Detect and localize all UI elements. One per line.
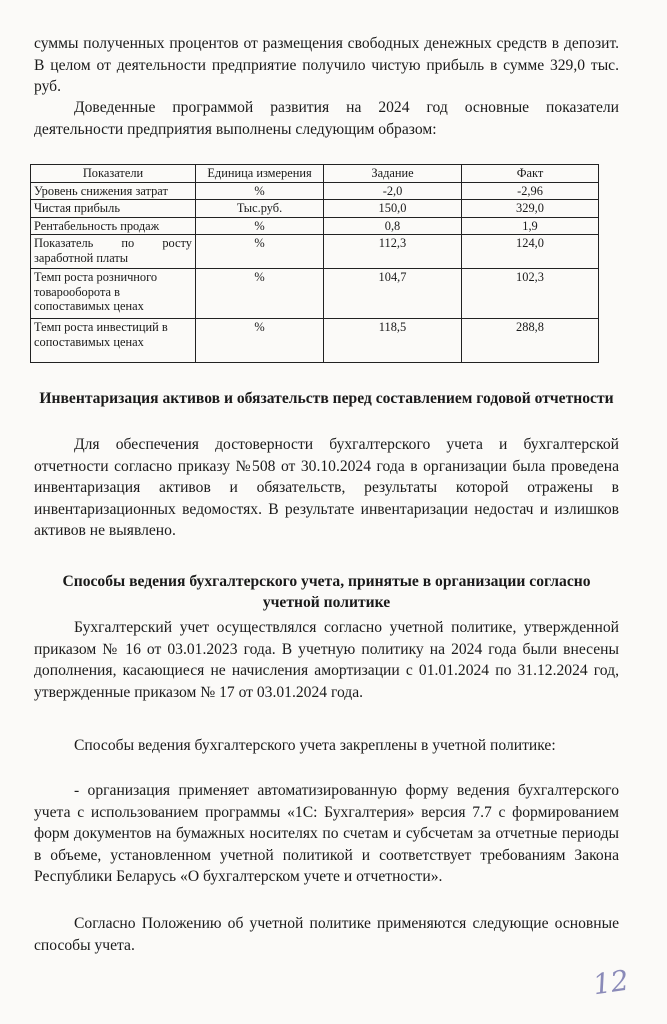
row-fact: -2,96 bbox=[462, 182, 599, 200]
row-name: Темп роста инвестиций в сопоставимых ценах bbox=[31, 319, 196, 363]
inventory-paragraph: Для обеспечения достоверности бухгалтерского учета и бухгалтерской отчетности согласно приказу №508 от 30.10.2024 года в организации была проведена инвентаризация активов и обязательств, результаты которой отражены в инвентаризационных ведомостях. В результате инвентаризации недостач и излишков активов не выявлено. bbox=[34, 436, 619, 539]
table-row bbox=[31, 182, 599, 200]
policy-paragraph-3: - организация применяет автоматизированную форму ведения бухгалтерского учета с использованием программы «1С: Бухгалтерия» версия 7.7 с формированием форм документов на бумажных носителях по счетам и субсчетам за отчетные периоды в объеме, установленном учетной политикой и соответствует требованиям Закона Республики Беларусь «О бухгалтерском учете и отчетности». bbox=[34, 782, 619, 885]
header-fact: Факт bbox=[462, 165, 599, 183]
header-unit: Единица измерения bbox=[196, 165, 324, 183]
table-row bbox=[31, 269, 599, 319]
row-unit: % bbox=[196, 269, 324, 319]
table-row bbox=[31, 217, 599, 235]
table-row bbox=[31, 235, 599, 269]
row-name bbox=[31, 235, 196, 269]
row-plan: 104,7 bbox=[324, 269, 462, 319]
row-fact: 288,8 bbox=[462, 319, 599, 363]
table-row bbox=[31, 200, 599, 218]
row-name: Уровень снижения затрат bbox=[31, 182, 196, 200]
row-fact: 1,9 bbox=[462, 217, 599, 235]
policy-paragraph-1: Бухгалтерский учет осуществлялся согласно учетной политике, утвержденной приказом № 16 от 03.01.2023 года. В учетную политику на 2024 года были внесены дополнения, касающиеся не начисления амортизации с 01.01.2024 по 31.12.2024 год, утвержденные приказом № 17 от 03.01.2024 года. bbox=[34, 619, 619, 701]
row-plan: 112,3 bbox=[324, 235, 462, 269]
header-plan: Задание bbox=[324, 165, 462, 183]
indicators-table bbox=[30, 164, 599, 363]
row-unit: % bbox=[196, 217, 324, 235]
row-unit: % bbox=[196, 319, 324, 363]
row-plan: 0,8 bbox=[324, 217, 462, 235]
row-unit: Тыс.руб. bbox=[196, 200, 324, 218]
row-plan: -2,0 bbox=[324, 182, 462, 200]
intro-paragraph-1: суммы полученных процентов от размещения свободных денежных средств в депозит. В целом от деятельности предприятие получило чистую прибыль в сумме 329,0 тыс. руб. bbox=[34, 35, 619, 95]
row-name: Чистая прибыль bbox=[31, 200, 196, 218]
handwritten-page-mark: 12 bbox=[590, 963, 631, 1002]
table-header-row bbox=[31, 165, 599, 183]
row-plan: 118,5 bbox=[324, 319, 462, 363]
header-indicator: Показатели bbox=[31, 165, 196, 183]
policy-paragraph-4: Согласно Положению об учетной политике применяются следующие основные способы учета. bbox=[34, 915, 619, 954]
row-name: Рентабельность продаж bbox=[31, 217, 196, 235]
policy-paragraph-2: Способы ведения бухгалтерского учета закреплены в учетной политике: bbox=[74, 737, 556, 754]
row-name: Темп роста розничного товарооборота в сопоставимых ценах bbox=[31, 269, 196, 319]
table-row bbox=[31, 319, 599, 363]
row-plan: 150,0 bbox=[324, 200, 462, 218]
intro-paragraph-2: Доведенные программой развития на 2024 год основные показатели деятельности предприятия выполнены следующим образом: bbox=[34, 99, 619, 138]
row-fact: 329,0 bbox=[462, 200, 599, 218]
row-unit: % bbox=[196, 182, 324, 200]
section-title-inventory: Инвентаризация активов и обязательств перед составлением годовой отчетности bbox=[39, 390, 614, 407]
row-name-line-1: Показатель по росту bbox=[34, 236, 192, 250]
section-title-accounting-methods: Способы ведения бухгалтерского учета, принятые в организации согласно учетной политике bbox=[62, 573, 591, 611]
row-unit: % bbox=[196, 235, 324, 269]
row-name-line-2: заработной платы bbox=[34, 250, 129, 265]
row-fact: 124,0 bbox=[462, 235, 599, 269]
row-fact: 102,3 bbox=[462, 269, 599, 319]
